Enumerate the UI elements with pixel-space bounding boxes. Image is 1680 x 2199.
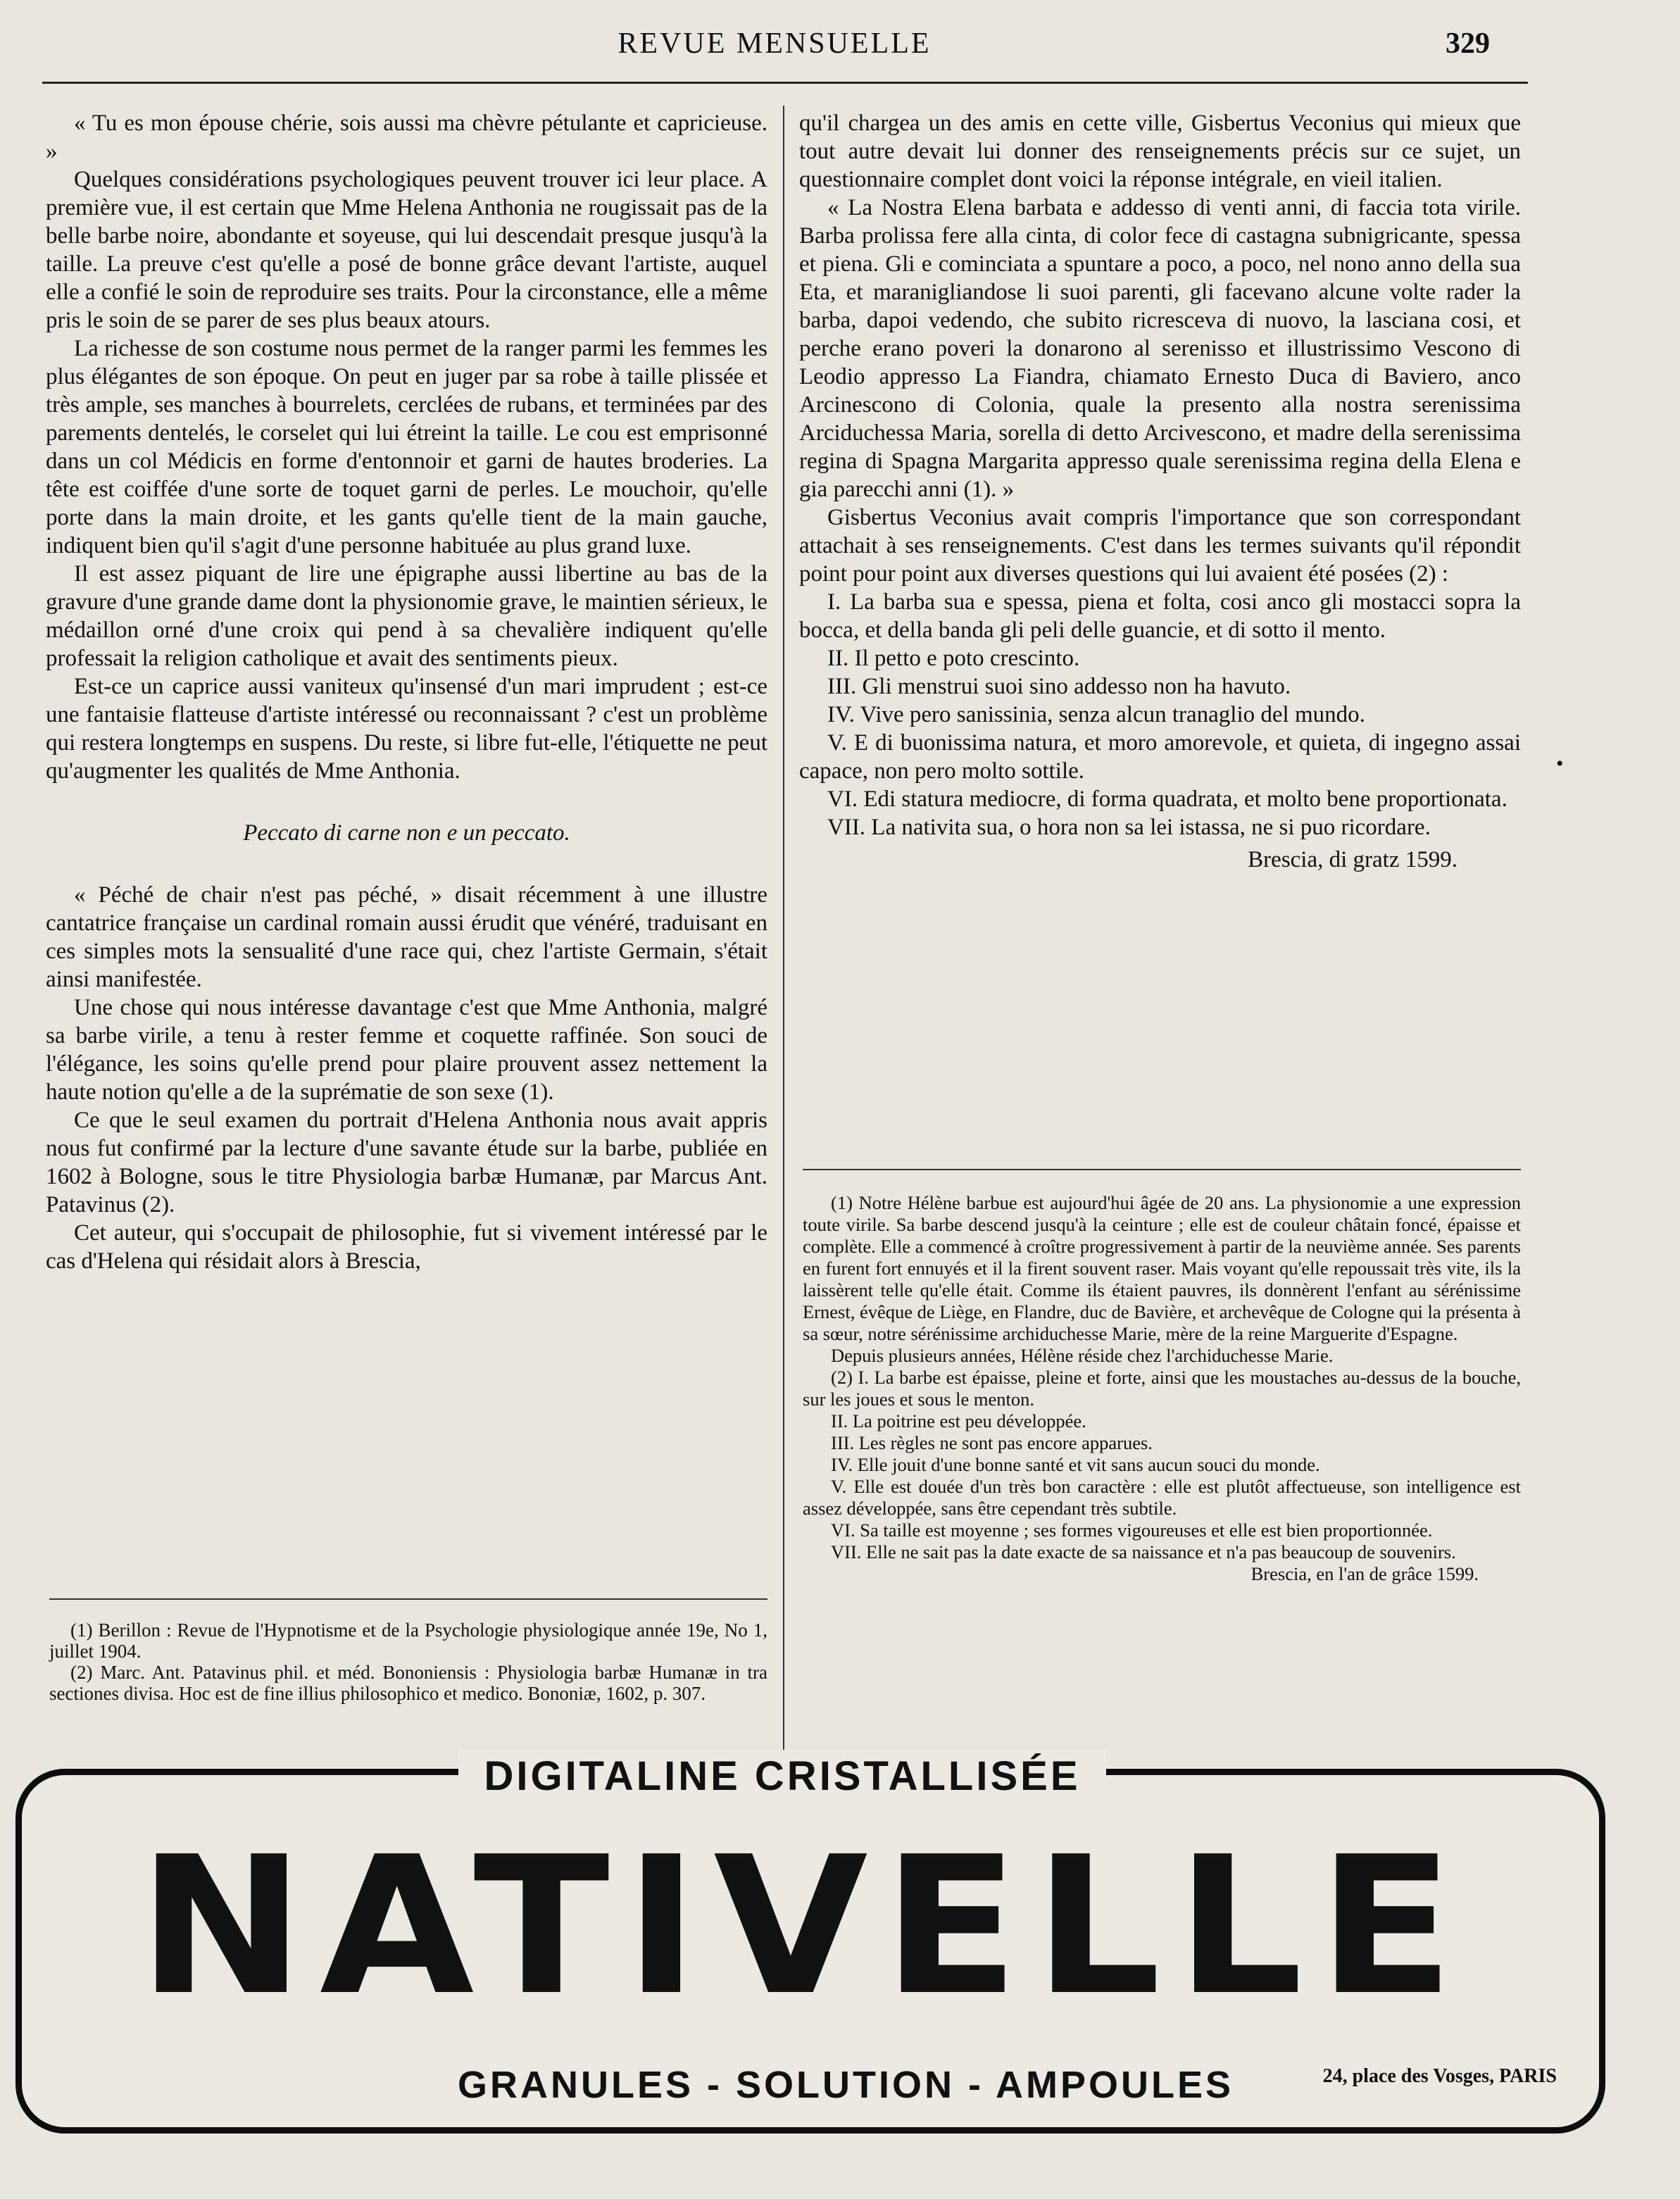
paragraph: Quelques considérations psychologiques peuvent trouver ici leur place. A première vue, il est certain que Mme Helena Anthonia ne rougissait pas de la belle barbe noire, abondante et soyeuse, qui lui descendait presque jusqu'à la taille. La preuve c'est qu'elle a posé de bonne grâce devant l'artiste, auquel elle a confié le soin de reproduire ses traits. Pour la circonstance, elle a même pris le soin de se parer de ses plus beaux atours. xyxy=(46,167,767,333)
paragraph: « Péché de chair n'est pas péché, » disait récemment à une illustre cantatrice française un cardinal romain aussi érudit que vénéré, traduisant en ces simples mots la sensualité d'une race qui, chez l'artiste Germain, s'était ainsi manifestée. xyxy=(46,882,767,992)
running-head: REVUE MENSUELLE xyxy=(618,27,932,60)
footnote: (1) Berillon : Revue de l'Hypnotisme et de la Psychologie physiologique année 19e, No 1, juillet 1904. xyxy=(49,1620,767,1662)
footnote: VII. Elle ne sait pas la date exacte de sa naissance et n'a pas beaucoup de souvenirs. xyxy=(831,1541,1456,1562)
footnote: III. Les règles ne sont pas encore apparues. xyxy=(831,1432,1153,1453)
footnote-signature: Brescia, en l'an de grâce 1599. xyxy=(1250,1563,1479,1584)
page-number: 329 xyxy=(1446,27,1490,60)
ad-product-forms: GRANULES - SOLUTION - AMPOULES xyxy=(388,2057,1303,2113)
list-item: VI. Edi statura mediocre, di forma quadrata, et molto bene proportionata. xyxy=(827,787,1507,812)
footnote: (2) Marc. Ant. Patavinus phil. et méd. Bononiensis : Physiologia barbæ Humanæ in tra sectiones divisa. Hoc est de fine illius philosophico et medico. Bononiæ, 1602, p. 307. xyxy=(49,1662,767,1704)
ad-brand-name: NATIVELLE xyxy=(137,1815,1469,2037)
advertisement xyxy=(15,1753,1605,2134)
footnote: II. La poitrine est peu développée. xyxy=(831,1410,1086,1431)
paragraph: La richesse de son costume nous permet de la ranger parmi les femmes les plus élégantes de son époque. On peut en juger par sa robe à taille plissée et très ample, ses manches à bourrelets, cerclées de rubans, et terminées par des parements dentelés, le corselet qui lui étreint la taille. Le cou est emprisonné dans un col Médicis en forme d'entonnoir et garni de hautes broderies. La tête est coiffée d'une sorte de toquet garni de perles. Le mouchoir, qu'elle porte dans la main droite, et les gants qu'elle tient de la main gauche, indiquent bien qu'il s'agit d'une personne habituée au plus grand luxe. xyxy=(46,336,767,558)
answer-list xyxy=(799,588,1521,841)
list-item: III. Gli menstrui suoi sino addesso non ha havuto. xyxy=(827,674,1291,699)
paragraph: Cet auteur, qui s'occupait de philosophie, fut si vivement intéressé par le cas d'Helena qui résidait alors à Brescia, xyxy=(46,1220,767,1274)
letter-signature: Brescia, di gratz 1599. xyxy=(1248,847,1458,872)
footnote-rule xyxy=(803,1169,1521,1170)
paragraph: Il est assez piquant de lire une épigraphe aussi libertine au bas de la gravure d'une grande dame dont la physionomie grave, le maintien sérieux, le médaillon orné d'une croix qui pend à sa chevalière indiquent qu'elle professait la religion catholique et avait des sentiments pieux. xyxy=(46,561,767,671)
page-header xyxy=(0,27,1680,70)
ad-headline: DIGITALINE CRISTALLISÉE xyxy=(458,1750,1106,1803)
footnote: V. Elle est douée d'un très bon caractère : elle est plutôt affectueuse, son intelligence est assez développée, sans être cependant très subtile. xyxy=(803,1476,1521,1519)
list-item: IV. Vive pero sanissinia, senza alcun tranaglio del mundo. xyxy=(827,702,1365,727)
epigraph: Peccato di carne non e un peccato. xyxy=(243,820,570,846)
list-item: VII. La nativita sua, o hora non sa lei istassa, ne si puo ricordare. xyxy=(827,815,1431,840)
left-column xyxy=(46,109,767,1729)
footnote: Depuis plusieurs années, Hélène réside chez l'archiduchesse Marie. xyxy=(831,1345,1334,1366)
list-item: I. La barba sua e spessa, piena et folta, cosi anco gli mostacci sopra la bocca, et della banda gli peli delle guancie, et di sotto il mento. xyxy=(799,589,1521,643)
footnote: (1) Notre Hélène barbue est aujourd'hui âgée de 20 ans. La physionomie a une expression toute virile. Sa barbe descend jusqu'à la ceinture ; elle est de couleur châtain foncé, épaisse et complète. Elle a commencé à croître progressivement à partir de la neuvième année. Ses parents en furent fort ennuyés et il la firent souvent raser. Mais voyant qu'elle repoussait très vite, ils la laissèrent telle qu'elle était. Comme ils étaient pauvres, ils donnèrent l'enfant au sérénissime Ernest, évêque de Liège, en Flandre, duc de Bavière, et archevêque de Cologne qui la présenta à sa sœur, notre sérénissime archiduchesse Marie, mère de la reine Marguerite d'Espagne. xyxy=(803,1192,1521,1344)
paragraph: Une chose qui nous intéresse davantage c'est que Mme Anthonia, malgré sa barbe virile, a tenu à rester femme et coquette raffinée. Son souci de l'élégance, les soins qu'elle prend pour plaire prouvent assez nettement la haute notion qu'elle a de la suprématie de son sexe (1). xyxy=(46,995,767,1105)
list-item: II. Il petto e poto crescinto. xyxy=(827,646,1080,671)
footnote: (2) I. La barbe est épaisse, pleine et forte, ainsi que les moustaches au-dessus de la bouche, sur les joues et sous le menton. xyxy=(803,1367,1521,1410)
right-footnotes xyxy=(803,1192,1521,1585)
footnote: VI. Sa taille est moyenne ; ses formes vigoureuses et elle est bien proportionnée. xyxy=(831,1520,1433,1541)
column-divider xyxy=(783,106,784,1796)
list-item: V. E di buonissima natura, et moro amorevole, et quieta, di ingegno assai capace, non pero molto sottile. xyxy=(799,730,1521,784)
paragraph: Gisbertus Veconius avait compris l'importance que son correspondant attachait à ses renseignements. C'est dans les termes suivants qu'il répondit point pour point aux diverses questions qui lui avaient été posées (2) : xyxy=(799,505,1521,587)
footnote: IV. Elle jouit d'une bonne santé et vit sans aucun souci du monde. xyxy=(831,1454,1320,1475)
ad-address: 24, place des Vosges, PARIS xyxy=(1322,2065,1557,2087)
paragraph: Ce que le seul examen du portrait d'Helena Anthonia nous avait appris nous fut confirmé par la lecture d'une savante étude sur la barbe, publiée en 1602 à Bologne, sous le titre Physiologia barbæ Humanæ, par Marcus Ant. Patavinus (2). xyxy=(46,1108,767,1217)
footnote-rule xyxy=(49,1598,767,1600)
paragraph: « La Nostra Elena barbata e addesso di venti anni, di faccia tota virile. Barba prolissa fere alla cinta, di color fece di castagna subnigricante, spessa et piena. Gli e cominciata a spuntare a poco, a poco, nel nono anno della sua Eta, et maranigliandose li suoi parenti, gli facevano alcune volte rader la barba, dapoi vedendo, che subito ricresceva di nuovo, la lasciana cosi, et perche erano poveri la donarono al serenisso et illustrissimo Vescono di Leodio appresso La Fiandra, chiamato Ernesto Duca di Baviero, anco Arcinescono di Colonia, quale la presento alla nostra serenissima Arciduchessa Maria, sorella di detto Arcivescono, et madre della serenissima regina di Spagna Margarita appresso quale serenissima regina della Elena e gia parecchi anni (1). » xyxy=(799,195,1521,502)
paragraph: qu'il chargea un des amis en cette ville, Gisbertus Veconius qui mieux que tout autre devait lui donner des renseignements précis sur ce sujet, un questionnaire complet dont voici la réponse intégrale, en vieil italien. xyxy=(799,111,1521,192)
paragraph: Est-ce un caprice aussi vaniteux qu'insensé d'un mari imprudent ; est-ce une fantaisie flatteuse d'artiste intéressé ou reconnaissant ? c'est un problème qui restera longtemps en suspens. Du reste, si libre fut-elle, l'étiquette ne peut qu'augmenter les qualités de Mme Anthonia. xyxy=(46,674,767,784)
left-footnotes xyxy=(49,1620,767,1704)
header-rule xyxy=(42,82,1528,84)
paragraph: « Tu es mon épouse chérie, sois aussi ma chèvre pétulante et capricieuse. » xyxy=(46,111,767,164)
margin-dot: • xyxy=(1556,752,1564,775)
